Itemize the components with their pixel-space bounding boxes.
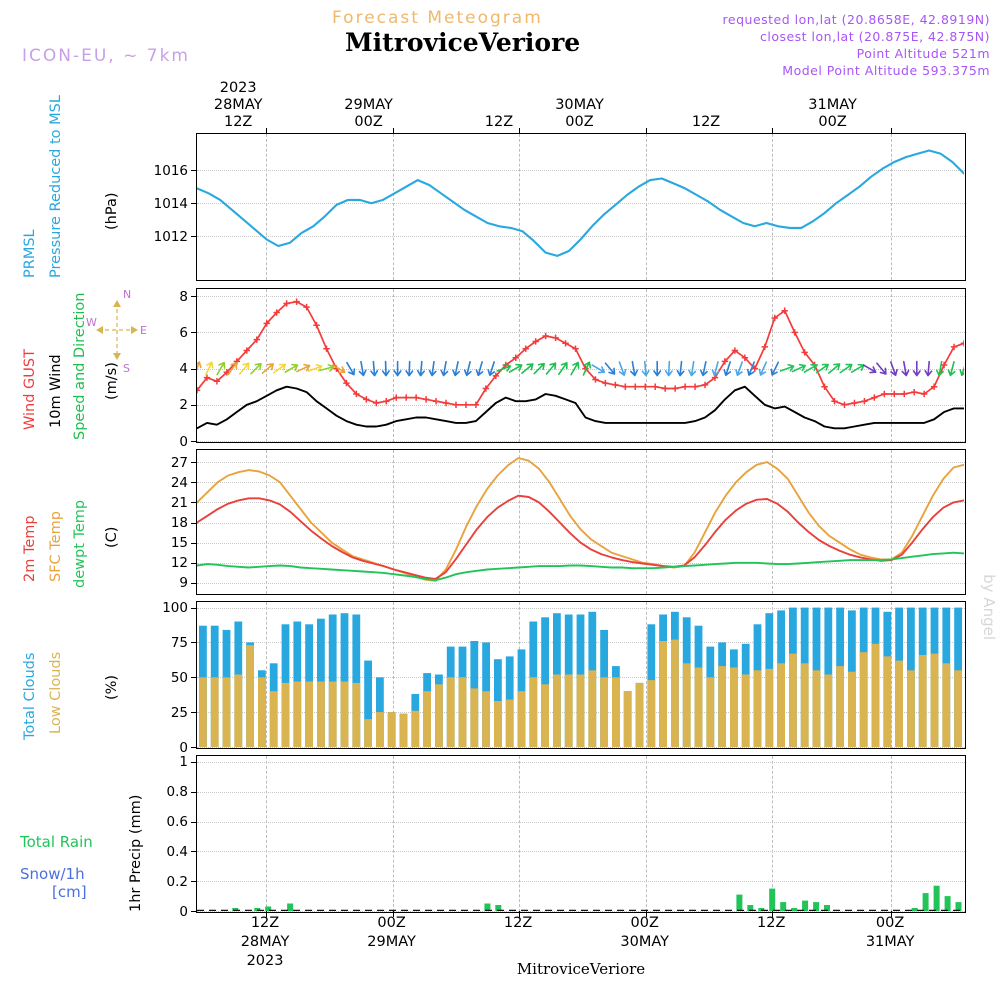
y-tick-label: 27 — [170, 454, 188, 471]
time-axis-label: 31MAY — [865, 934, 915, 950]
y-tick-label: 0 — [179, 433, 188, 450]
series-line — [197, 553, 964, 581]
wind-direction-arrow — [556, 361, 569, 376]
panel-clouds — [196, 601, 966, 749]
wind-direction-arrow — [429, 361, 437, 376]
low-cloud-bar — [376, 712, 384, 747]
rain-bar — [769, 889, 775, 911]
gust-marker — [363, 396, 369, 402]
gust-marker — [632, 384, 638, 390]
y-tick-label: 1016 — [153, 162, 188, 179]
wind-direction-arrow — [665, 361, 672, 375]
low-cloud-bar — [848, 672, 856, 747]
wind-compass — [86, 288, 148, 378]
low-cloud-bar — [872, 644, 880, 747]
rain-bar — [791, 908, 797, 911]
gridline-horizontal — [197, 747, 965, 748]
low-cloud-bar — [706, 677, 714, 747]
time-axis-label: 29MAY — [367, 934, 416, 950]
low-cloud-bar — [883, 656, 891, 747]
gust-marker — [542, 333, 548, 339]
plot-canvas — [197, 602, 964, 747]
time-axis-label: 12Z — [503, 915, 533, 931]
low-cloud-bar — [777, 663, 785, 747]
time-axis-label: 30MAY — [620, 934, 669, 950]
y-tick-label: 0.6 — [166, 814, 188, 831]
rain-bar — [813, 902, 819, 911]
wind-direction-arrow — [629, 361, 638, 376]
panel-axis-label: (C) — [104, 526, 120, 548]
panel-axis-label: dewpt Temp — [72, 499, 88, 588]
low-cloud-bar — [234, 675, 242, 748]
series-line — [197, 387, 964, 429]
time-axis-label: 00Z — [875, 915, 905, 931]
wind-direction-arrow — [925, 361, 933, 376]
low-cloud-bar — [600, 677, 608, 747]
x-axis-title: MitroviceVeriore — [516, 960, 646, 978]
wind-direction-arrow — [654, 362, 660, 376]
y-tick-label: 9 — [179, 575, 188, 592]
wind-direction-arrow — [464, 361, 474, 376]
low-cloud-bar — [765, 669, 773, 747]
gust-marker — [373, 400, 379, 406]
panel-axis-label: (m/s) — [104, 362, 120, 400]
y-tick-label: 18 — [170, 515, 188, 531]
gust-marker — [871, 394, 877, 400]
gust-marker — [791, 329, 797, 335]
low-cloud-bar — [754, 670, 762, 747]
low-cloud-bar — [659, 641, 667, 747]
low-cloud-bar — [329, 682, 337, 748]
gust-marker — [881, 391, 887, 397]
y-tick-label: 1012 — [153, 228, 188, 245]
y-tick-label: 1 — [179, 754, 188, 771]
gust-marker — [313, 322, 319, 328]
low-cloud-bar — [942, 663, 950, 747]
wind-direction-arrow — [779, 363, 794, 374]
low-cloud-bar — [435, 684, 443, 747]
requested-coords: requested lon,lat (20.8658E, 42.8919N) — [722, 12, 990, 27]
forecast-label: Forecast Meteogram — [332, 8, 543, 28]
low-cloud-bar — [730, 668, 738, 748]
low-cloud-bar — [518, 691, 526, 747]
wind-direction-arrow — [616, 361, 627, 376]
y-tick-label: 12 — [170, 555, 188, 572]
plot-canvas — [197, 450, 964, 593]
series-line — [197, 151, 964, 256]
time-axis-label: 30MAY — [555, 97, 604, 113]
low-cloud-bar — [270, 691, 278, 747]
low-cloud-bar — [317, 682, 325, 748]
yaxis-clouds — [140, 600, 192, 756]
wind-direction-arrow — [914, 362, 920, 376]
rain-bar — [956, 902, 962, 911]
wind-direction-arrow — [769, 361, 781, 376]
gust-marker — [423, 396, 429, 402]
compass-cross — [98, 302, 136, 358]
low-cloud-bar — [293, 682, 301, 748]
y-tick-label: 75 — [170, 634, 188, 651]
time-axis-label: 2023 — [219, 80, 257, 96]
time-axis-label: 00Z — [818, 114, 847, 130]
x-tick-mark — [891, 128, 892, 134]
low-cloud-bar — [742, 675, 750, 748]
closest-coords: closest lon,lat (20.875E, 42.875N) — [759, 29, 990, 44]
panel-axis-label: (%) — [104, 674, 120, 700]
gust-marker — [891, 391, 897, 397]
low-cloud-bar — [553, 675, 561, 748]
compass-label-w: W — [86, 316, 97, 329]
time-axis-label: 12Z — [223, 114, 253, 130]
low-cloud-bar — [565, 675, 573, 748]
wind-direction-arrow — [734, 361, 745, 376]
wind-direction-arrow — [603, 361, 617, 376]
low-cloud-bar — [352, 683, 360, 747]
wind-direction-arrow — [358, 361, 367, 376]
gust-marker — [642, 384, 648, 390]
panel-prmsl — [196, 133, 966, 281]
top-time-axis — [196, 80, 966, 130]
gust-marker — [602, 380, 608, 386]
wind-direction-arrow — [901, 361, 910, 376]
gust-marker — [463, 402, 469, 408]
low-cloud-bar — [683, 663, 691, 747]
time-axis-label: 12Z — [691, 114, 721, 130]
low-cloud-bar — [860, 652, 868, 747]
gust-marker — [572, 346, 578, 352]
panel-axis-label: 1hr Precip (mm) — [128, 794, 144, 912]
low-cloud-bar — [459, 677, 467, 747]
gust-marker — [911, 389, 917, 395]
compass-arrow-w — [96, 326, 103, 334]
y-tick-label: 100 — [162, 600, 188, 617]
plot-canvas — [197, 756, 964, 911]
gust-marker — [682, 384, 688, 390]
compass-label-e: E — [140, 324, 147, 337]
time-axis-label: 31MAY — [808, 97, 857, 113]
low-cloud-bar — [931, 654, 939, 747]
wind-direction-arrow — [260, 362, 275, 376]
x-tick-mark — [393, 128, 394, 134]
low-cloud-bar — [647, 680, 655, 747]
gust-marker — [622, 384, 628, 390]
wind-direction-arrow — [307, 363, 322, 374]
gust-marker — [672, 385, 678, 391]
panel-axis-label: (hPa) — [104, 192, 120, 230]
time-axis-label: 29MAY — [344, 97, 393, 113]
wind-direction-arrow — [642, 361, 650, 376]
precip-legend-label: Snow/1h — [20, 865, 85, 883]
x-tick-mark — [266, 128, 267, 134]
y-tick-label: 0.2 — [166, 873, 188, 890]
time-axis-label: 12Z — [484, 114, 514, 130]
low-cloud-bar — [400, 714, 408, 748]
low-cloud-bar — [423, 691, 431, 747]
low-cloud-bar — [388, 712, 396, 747]
gust-marker — [552, 335, 558, 341]
precip-legend-label: [cm] — [52, 883, 87, 901]
plot-canvas — [86, 288, 148, 380]
y-tick-label: 0 — [179, 903, 188, 920]
x-tick-mark — [772, 128, 773, 134]
series-line — [197, 302, 964, 405]
y-tick-label: 25 — [170, 704, 188, 721]
gust-marker — [662, 385, 668, 391]
gust-marker — [413, 394, 419, 400]
yaxis-precip — [140, 754, 192, 920]
wind-direction-arrow — [272, 362, 287, 375]
gust-marker — [652, 384, 658, 390]
wind-direction-arrow — [226, 361, 239, 376]
low-cloud-bar — [588, 670, 596, 747]
low-cloud-bar — [199, 677, 207, 747]
low-cloud-bar — [305, 682, 313, 748]
low-cloud-bar — [529, 677, 537, 747]
time-axis-label: 00Z — [377, 915, 406, 931]
rain-bar — [780, 902, 786, 911]
wind-direction-arrow — [959, 361, 964, 376]
wind-direction-arrow — [874, 361, 888, 376]
panel-axis-label: Wind GUST — [22, 349, 38, 430]
wind-direction-arrow — [406, 361, 413, 375]
y-tick-label: 0.4 — [166, 843, 188, 860]
compass-label-n: N — [123, 288, 132, 301]
low-cloud-bar — [282, 683, 290, 747]
time-axis-label: 28MAY — [240, 934, 290, 950]
gust-marker — [323, 346, 329, 352]
gust-marker — [612, 382, 618, 388]
gust-marker — [562, 340, 568, 346]
low-cloud-bar — [636, 683, 644, 747]
time-axis-label: 12Z — [757, 915, 786, 931]
gust-marker — [433, 398, 439, 404]
time-axis-label: 2023 — [246, 953, 284, 969]
time-axis-label: 00Z — [565, 114, 594, 130]
gust-marker — [901, 391, 907, 397]
gust-marker — [851, 400, 857, 406]
panel-precip — [196, 755, 966, 913]
time-axis-label: 28MAY — [213, 97, 263, 113]
wind-direction-arrow — [249, 361, 263, 375]
panel-wind — [196, 288, 966, 443]
gust-marker — [841, 402, 847, 408]
panel-axis-label: Pressure Reduced to MSL — [48, 95, 64, 278]
low-cloud-bar — [364, 719, 372, 747]
low-cloud-bar — [624, 691, 632, 747]
low-cloud-bar — [470, 688, 478, 747]
gust-marker — [393, 394, 399, 400]
rain-bar — [934, 886, 940, 911]
wind-direction-arrow — [827, 362, 842, 376]
wind-direction-arrow — [947, 361, 957, 376]
panel-axis-label: SFC Temp — [48, 511, 64, 582]
gridline-horizontal — [197, 441, 965, 442]
wind-direction-arrow — [677, 361, 685, 376]
wind-direction-arrow — [758, 361, 770, 376]
wind-direction-arrow — [700, 361, 709, 376]
wind-direction-arrow — [838, 362, 853, 375]
panel-axis-label: 10m Wind — [48, 354, 64, 428]
plot-canvas — [197, 289, 964, 441]
wind-direction-arrow — [331, 362, 346, 375]
yaxis-prmsl — [140, 133, 192, 281]
time-axis-label: 00Z — [354, 114, 383, 130]
panel-axis-label: Speed and Direction — [72, 292, 88, 440]
time-axis-label: 00Z — [630, 915, 659, 931]
time-axis-label: 12Z — [250, 915, 280, 931]
series-line — [197, 458, 964, 581]
low-cloud-bar — [789, 654, 797, 747]
low-cloud-bar — [813, 670, 821, 747]
panel-axis-label: 2m Temp — [22, 515, 38, 582]
wind-direction-arrow — [568, 361, 581, 376]
low-cloud-bar — [718, 666, 726, 747]
gust-marker — [443, 400, 449, 406]
gust-marker — [403, 394, 409, 400]
gridline-horizontal — [197, 911, 965, 912]
wind-direction-arrow — [544, 361, 558, 376]
rain-bar — [923, 893, 929, 911]
wind-direction-arrow — [520, 362, 535, 376]
wind-direction-arrow — [237, 361, 251, 376]
compass-arrow-e — [131, 326, 138, 334]
rain-bar — [736, 895, 742, 911]
wind-direction-arrow — [532, 361, 546, 375]
x-tick-mark — [646, 128, 647, 134]
low-cloud-bar — [671, 640, 679, 747]
panel-axis-label: Low Clouds — [48, 651, 64, 734]
wind-direction-arrow — [382, 361, 389, 375]
y-tick-label: 2 — [179, 397, 188, 414]
y-tick-label: 4 — [179, 361, 188, 378]
wind-direction-arrow — [591, 362, 606, 375]
wind-direction-arrow — [197, 361, 202, 376]
low-cloud-bar — [341, 682, 349, 748]
low-cloud-bar — [836, 666, 844, 747]
low-cloud-bar — [907, 670, 915, 747]
wind-direction-arrow — [203, 361, 215, 376]
compass-arrow-n — [113, 300, 121, 307]
wind-direction-arrow — [417, 361, 425, 376]
y-tick-label: 6 — [179, 324, 188, 341]
y-tick-label: 50 — [170, 669, 188, 686]
point-altitude: Point Altitude 521m — [856, 46, 990, 61]
wind-direction-arrow — [394, 362, 400, 376]
y-tick-label: 21 — [170, 494, 188, 511]
low-cloud-bar — [895, 661, 903, 747]
gust-marker — [303, 304, 309, 310]
gust-marker — [692, 384, 698, 390]
gust-marker — [383, 398, 389, 404]
rain-bar — [945, 896, 951, 911]
low-cloud-bar — [482, 691, 490, 747]
low-cloud-bar — [411, 711, 419, 747]
y-tick-label: 0.8 — [166, 784, 188, 801]
gust-marker — [293, 298, 299, 304]
rain-bar — [912, 908, 918, 911]
gust-marker — [961, 340, 964, 346]
panel-temp — [196, 449, 966, 595]
gust-marker — [861, 398, 867, 404]
low-cloud-bar — [954, 670, 962, 747]
page-title: MitroviceVeriore — [345, 28, 581, 57]
low-cloud-bar — [801, 663, 809, 747]
y-tick-label: 1014 — [153, 195, 188, 212]
compass-label-s: S — [123, 362, 130, 375]
wind-direction-arrow — [370, 361, 378, 376]
low-cloud-bar — [506, 700, 514, 747]
wind-direction-arrow — [508, 362, 523, 375]
low-cloud-bar — [258, 677, 266, 747]
model-point-altitude: Model Point Altitude 593.375m — [782, 63, 990, 78]
wind-direction-arrow — [440, 361, 449, 376]
wind-direction-arrow — [452, 361, 461, 376]
low-cloud-bar — [246, 645, 254, 747]
low-cloud-bar — [695, 668, 703, 748]
wind-direction-arrow — [862, 362, 877, 375]
watermark: by Angel — [980, 574, 998, 640]
low-cloud-bar — [577, 675, 585, 748]
low-cloud-bar — [541, 684, 549, 747]
precip-legend-label: Total Rain — [20, 833, 93, 851]
low-cloud-bar — [824, 675, 832, 748]
wind-direction-arrow — [344, 361, 357, 376]
y-tick-label: 24 — [170, 474, 188, 491]
gust-marker — [762, 344, 768, 350]
model-label: ICON-EU, ~ 7km — [22, 46, 190, 66]
low-cloud-bar — [494, 701, 502, 747]
low-cloud-bar — [447, 677, 455, 747]
plot-canvas — [197, 134, 964, 279]
wind-direction-arrow — [888, 361, 899, 376]
compass-arrow-s — [113, 353, 121, 360]
wind-direction-arrow — [475, 361, 485, 376]
low-cloud-bar — [612, 677, 620, 747]
rain-bar — [802, 901, 808, 911]
wind-direction-arrow — [688, 361, 697, 376]
low-cloud-bar — [919, 655, 927, 747]
gust-marker — [453, 402, 459, 408]
y-tick-label: 15 — [170, 535, 188, 552]
low-cloud-bar — [223, 677, 231, 747]
x-tick-mark — [519, 128, 520, 134]
y-tick-label: 8 — [179, 288, 188, 305]
low-cloud-bar — [211, 677, 219, 747]
gust-marker — [951, 344, 957, 350]
y-tick-label: 0 — [179, 739, 188, 756]
panel-axis-label: Total Clouds — [22, 652, 38, 740]
panel-axis-label: PRMSL — [22, 229, 38, 278]
yaxis-temp — [140, 449, 192, 595]
